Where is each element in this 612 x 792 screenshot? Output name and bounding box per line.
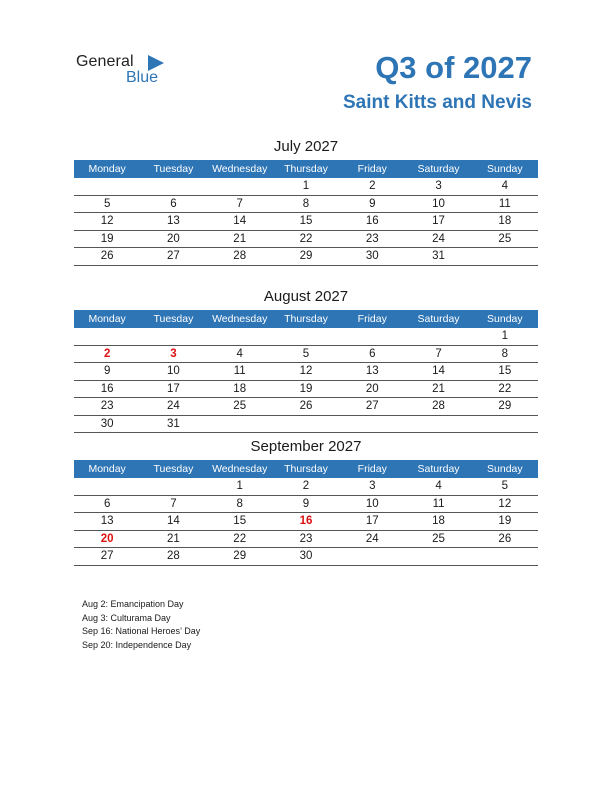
day-cell: 24 bbox=[432, 232, 445, 245]
day-cell: 30 bbox=[365, 250, 379, 262]
day-cell bbox=[140, 178, 206, 195]
weekday-label: Friday bbox=[357, 313, 387, 325]
page-title: Q3 of 2027 bbox=[375, 50, 532, 85]
weekday-label: Wednesday bbox=[212, 463, 268, 475]
day-cell: 19 bbox=[498, 515, 512, 527]
day-cell: 12 bbox=[299, 365, 313, 377]
day-cell: 22 bbox=[299, 232, 313, 245]
day-cell: 27 bbox=[100, 550, 114, 562]
weekday-label: Monday bbox=[88, 463, 126, 475]
day-cell: 9 bbox=[302, 497, 310, 510]
day-cell: 3 bbox=[369, 480, 376, 492]
holiday-day-cell: 20 bbox=[100, 532, 114, 545]
day-cell: 31 bbox=[432, 250, 445, 262]
day-cell bbox=[339, 416, 405, 433]
month-calendar-august bbox=[74, 286, 538, 433]
holiday-note: Sep 20: Independence Day bbox=[82, 639, 192, 650]
week-row bbox=[74, 328, 538, 346]
day-cell: 10 bbox=[167, 365, 180, 377]
day-cell: 23 bbox=[299, 532, 313, 545]
day-cell: 18 bbox=[233, 382, 247, 395]
day-cell: 14 bbox=[233, 215, 247, 227]
day-cell: 25 bbox=[498, 232, 512, 245]
day-cell: 13 bbox=[100, 515, 114, 527]
day-cell: 28 bbox=[167, 550, 180, 562]
holiday-day-cell: 3 bbox=[170, 347, 177, 360]
day-cell: 26 bbox=[100, 250, 114, 262]
day-cell: 13 bbox=[167, 215, 180, 227]
country-subtitle: Saint Kitts and Nevis bbox=[343, 92, 532, 113]
day-cell bbox=[74, 178, 140, 195]
week-row bbox=[74, 213, 538, 231]
day-cell: 21 bbox=[233, 232, 247, 245]
week-row bbox=[74, 346, 538, 364]
day-cell: 5 bbox=[501, 480, 509, 492]
day-cell bbox=[472, 548, 538, 565]
day-cell: 7 bbox=[236, 197, 243, 210]
day-cell: 19 bbox=[100, 232, 114, 245]
logo bbox=[76, 53, 176, 89]
day-cell: 29 bbox=[233, 550, 247, 562]
day-cell: 19 bbox=[299, 382, 313, 395]
day-cell: 24 bbox=[365, 532, 379, 545]
day-cell: 30 bbox=[100, 417, 114, 430]
day-cell bbox=[207, 178, 273, 195]
weekday-label: Saturday bbox=[417, 163, 460, 175]
day-cell bbox=[140, 328, 206, 345]
weekday-label: Tuesday bbox=[153, 163, 194, 175]
day-cell: 27 bbox=[167, 250, 180, 262]
weekday-header bbox=[74, 460, 538, 478]
week-row bbox=[74, 178, 538, 196]
day-cell: 18 bbox=[432, 515, 445, 527]
week-row bbox=[74, 231, 538, 249]
day-cell: 30 bbox=[299, 550, 313, 562]
day-cell: 15 bbox=[233, 515, 247, 527]
day-cell: 1 bbox=[501, 330, 509, 342]
day-cell: 3 bbox=[435, 180, 442, 192]
weekday-label: Thursday bbox=[284, 313, 328, 325]
week-row bbox=[74, 381, 538, 399]
day-cell bbox=[273, 416, 339, 433]
day-cell bbox=[207, 328, 273, 345]
day-cell bbox=[405, 416, 471, 433]
day-cell: 22 bbox=[498, 382, 512, 395]
week-row bbox=[74, 478, 538, 496]
day-cell: 2 bbox=[302, 480, 310, 492]
day-cell bbox=[339, 548, 405, 565]
day-cell bbox=[472, 248, 538, 265]
day-cell: 11 bbox=[498, 197, 511, 210]
day-cell: 6 bbox=[170, 197, 177, 210]
day-cell: 27 bbox=[365, 400, 379, 412]
day-cell: 7 bbox=[170, 497, 177, 510]
day-cell bbox=[74, 478, 140, 495]
day-cell: 12 bbox=[100, 215, 114, 227]
day-cell: 4 bbox=[435, 480, 442, 492]
logo-blue-text: Blue bbox=[126, 69, 159, 86]
week-row bbox=[74, 248, 538, 266]
day-cell bbox=[339, 328, 405, 345]
holiday-note: Aug 2: Emancipation Day bbox=[82, 599, 184, 609]
day-cell: 2 bbox=[369, 180, 376, 192]
day-cell: 10 bbox=[432, 197, 445, 210]
weekday-label: Saturday bbox=[417, 313, 460, 325]
day-cell: 17 bbox=[365, 515, 379, 527]
weekday-label: Saturday bbox=[417, 463, 460, 475]
day-cell: 4 bbox=[236, 347, 243, 360]
day-cell: 18 bbox=[498, 215, 512, 227]
day-cell bbox=[74, 328, 140, 345]
day-cell bbox=[273, 328, 339, 345]
day-cell: 13 bbox=[365, 365, 379, 377]
day-cell: 16 bbox=[100, 382, 114, 395]
month-title: September 2027 bbox=[250, 438, 362, 455]
weekday-label: Monday bbox=[88, 313, 126, 325]
day-cell bbox=[472, 416, 538, 433]
weekday-label: Tuesday bbox=[153, 463, 194, 475]
day-cell: 28 bbox=[233, 250, 247, 262]
day-cell: 17 bbox=[167, 382, 180, 395]
week-row bbox=[74, 398, 538, 416]
day-cell: 6 bbox=[369, 347, 376, 360]
weekday-label: Thursday bbox=[284, 163, 328, 175]
weekday-label: Sunday bbox=[487, 313, 523, 325]
day-cell: 10 bbox=[365, 497, 379, 510]
day-cell bbox=[405, 328, 471, 345]
day-cell: 8 bbox=[236, 497, 243, 510]
day-cell: 15 bbox=[299, 215, 313, 227]
day-cell: 23 bbox=[365, 232, 379, 245]
week-row bbox=[74, 416, 538, 434]
day-cell: 23 bbox=[100, 400, 114, 412]
week-row bbox=[74, 531, 538, 549]
week-row bbox=[74, 496, 538, 514]
day-cell: 14 bbox=[432, 365, 445, 377]
holiday-day-cell: 16 bbox=[299, 515, 313, 527]
month-calendar-july bbox=[74, 136, 538, 266]
day-cell: 1 bbox=[302, 180, 310, 192]
day-cell: 12 bbox=[498, 497, 512, 510]
day-cell: 17 bbox=[432, 215, 445, 227]
weekday-header bbox=[74, 310, 538, 328]
day-cell: 29 bbox=[498, 400, 512, 412]
day-cell: 6 bbox=[103, 497, 111, 510]
week-row bbox=[74, 363, 538, 381]
day-cell: 26 bbox=[299, 400, 313, 412]
day-cell: 5 bbox=[103, 197, 111, 210]
weekday-label: Thursday bbox=[284, 463, 328, 475]
weekday-label: Friday bbox=[357, 163, 387, 175]
month-title: August 2027 bbox=[263, 288, 349, 305]
holiday-note: Sep 16: National Heroes’ Day bbox=[82, 626, 201, 636]
weekday-label: Sunday bbox=[487, 463, 523, 475]
day-cell: 29 bbox=[299, 250, 313, 262]
day-cell: 22 bbox=[233, 532, 247, 545]
day-cell: 25 bbox=[233, 400, 247, 412]
day-cell: 21 bbox=[432, 382, 445, 395]
day-cell bbox=[140, 478, 206, 495]
day-cell: 28 bbox=[432, 400, 445, 412]
weekday-label: Wednesday bbox=[212, 163, 268, 175]
logo-general-text: General bbox=[76, 53, 134, 70]
day-cell: 20 bbox=[365, 382, 379, 395]
weekday-label: Friday bbox=[357, 463, 387, 475]
week-row bbox=[74, 196, 538, 214]
day-cell: 31 bbox=[167, 417, 180, 430]
day-cell: 20 bbox=[167, 232, 180, 245]
week-row bbox=[74, 513, 538, 531]
day-cell: 24 bbox=[167, 400, 180, 412]
day-cell: 25 bbox=[432, 532, 445, 545]
day-cell: 8 bbox=[501, 347, 509, 360]
month-title: July 2027 bbox=[273, 138, 339, 155]
weekday-label: Wednesday bbox=[212, 313, 268, 325]
day-cell: 21 bbox=[167, 532, 180, 545]
weekday-header bbox=[74, 160, 538, 178]
day-cell: 14 bbox=[167, 515, 180, 527]
holiday-note: Aug 3: Culturama Day bbox=[82, 612, 171, 623]
day-cell: 1 bbox=[236, 480, 243, 492]
day-cell: 26 bbox=[498, 532, 512, 545]
day-cell: 9 bbox=[103, 365, 111, 377]
weekday-label: Monday bbox=[88, 163, 126, 175]
day-cell: 7 bbox=[435, 347, 442, 360]
day-cell bbox=[405, 548, 471, 565]
day-cell: 11 bbox=[432, 497, 445, 510]
month-calendar-september bbox=[74, 436, 538, 566]
day-cell bbox=[207, 416, 273, 433]
day-cell: 11 bbox=[233, 365, 246, 377]
weekday-label: Sunday bbox=[487, 163, 523, 175]
day-cell: 8 bbox=[302, 197, 310, 210]
day-cell: 9 bbox=[369, 197, 376, 210]
day-cell: 5 bbox=[302, 347, 310, 360]
day-cell: 16 bbox=[365, 215, 379, 227]
week-row bbox=[74, 548, 538, 566]
weekday-label: Tuesday bbox=[153, 313, 194, 325]
day-cell: 4 bbox=[501, 180, 509, 192]
day-cell: 15 bbox=[498, 365, 512, 377]
holiday-day-cell: 2 bbox=[103, 347, 111, 360]
holiday-notes bbox=[82, 598, 200, 652]
